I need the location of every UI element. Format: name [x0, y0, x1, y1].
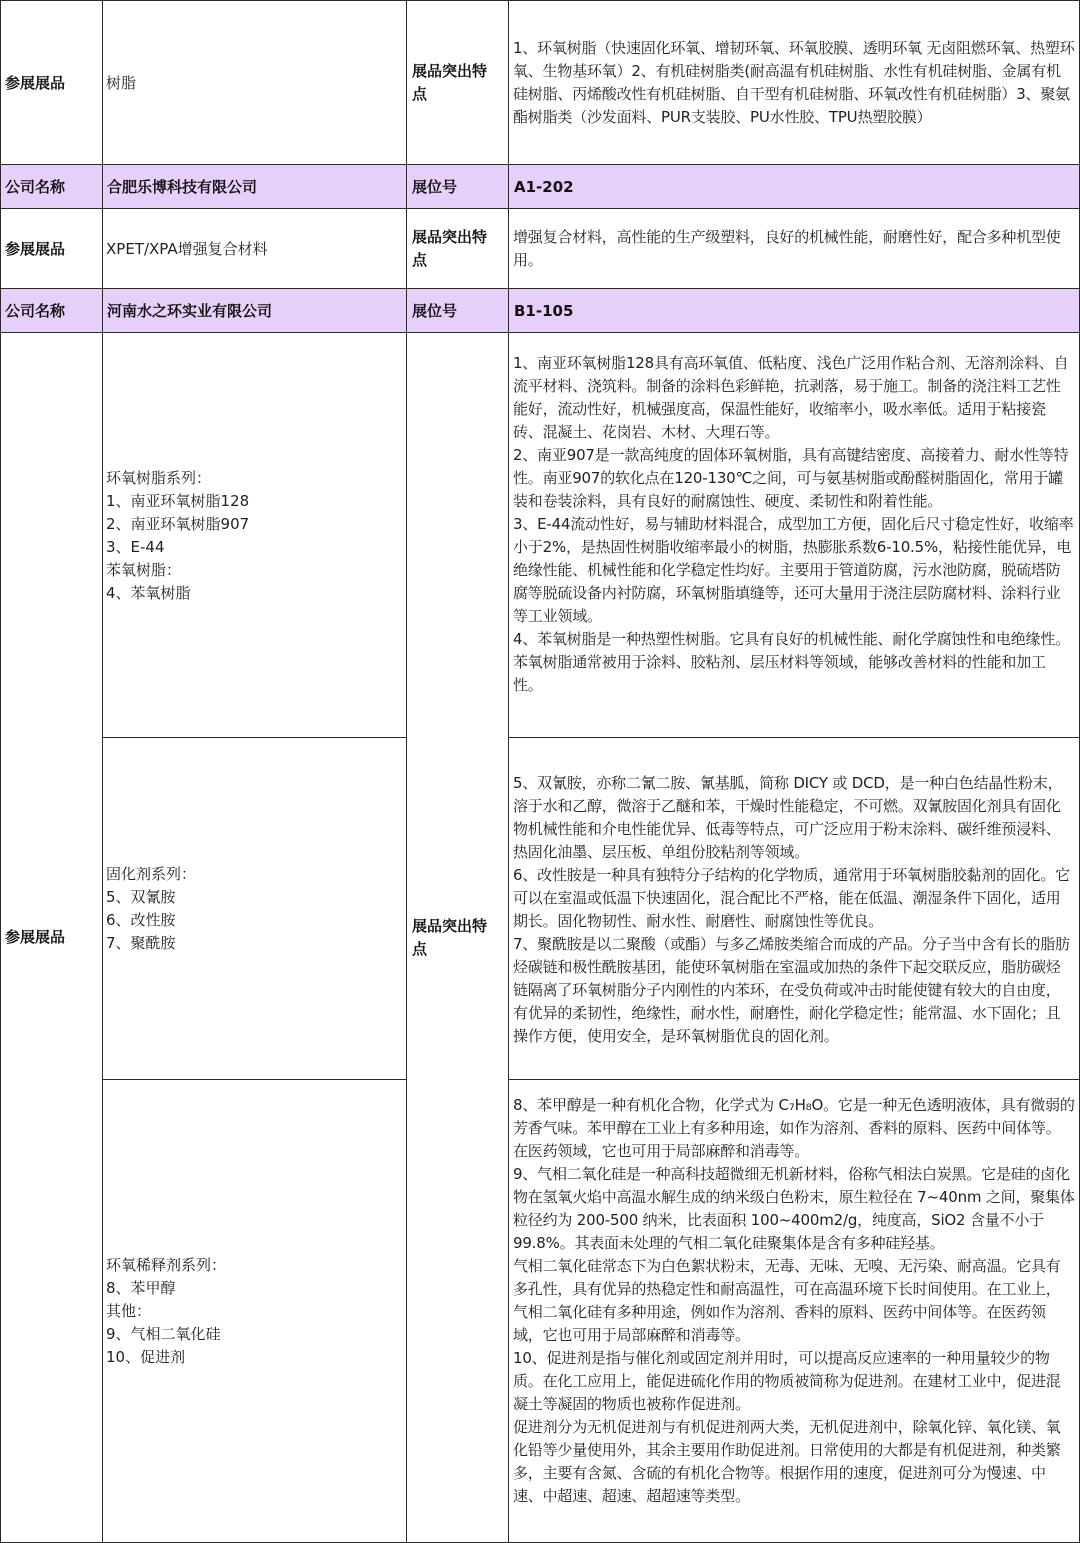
booth-number-text: A1-202 — [514, 177, 574, 196]
features-value-text: 5、双氰胺，亦称二氰二胺、氰基胍，简称 DICY 或 DCD，是一种白色结晶性粉末，溶于水和乙醇，微溶于乙醚和苯，干燥时性能稳定，不可燃。双氰胺固化剂具有固化物机械性能和介电性能优异、低毒等特点，可广泛应用于粉末涂料、碳纤维预浸料、热固化油墨、层压板、单组份胶粘剂等领域。 6、改性胺是一种具有独特分子结构的化学物质，通常用于环氧树脂胶黏剂的固化。它可以在室温或低温下快速固化，混合配比不严格，能在低温、潮湿条件下固化，适用期长。固化物韧性、耐水性、耐磨性、耐腐蚀性等优良。 7、聚酰胺是以二聚酸（或酯）与多乙烯胺类缩合而成的产品。分子当中含有长的脂肪烃碳链和极性酰胺基团，能使环氧树脂在室温或加热的条件下起交联反应，脂肪碳烃链隔离了环氧树脂分子内刚性的内苯环，在受负荷或冲击时能使键有较大的自由度，有优异的柔韧性，绝缘性，耐水性，耐磨性，耐化学稳定性；能常温、水下固化；且操作方便，使用安全，是环氧树脂优良的固化剂。 — [513, 774, 1070, 1045]
features-curing — [508, 737, 1080, 1081]
company-label-text: 公司名称 — [5, 177, 66, 196]
exhibit-label — [0, 0, 104, 166]
booth-number — [508, 164, 1080, 210]
features-label-text: 展品突出特 点 — [412, 62, 488, 103]
features-label — [406, 0, 510, 166]
exhibit-label-text: 参展展品 — [5, 73, 66, 92]
exhibit-label — [0, 332, 104, 1543]
features-label-text: 展品突出特 点 — [412, 916, 488, 958]
booth-label-text: 展位号 — [412, 301, 458, 320]
exhibit-label-text: 参展展品 — [5, 239, 66, 258]
product-group-diluent — [102, 1079, 408, 1543]
product-group-text: 环氧稀释剂系列： 8、苯甲醇 其他： 9、气相二氧化硅 10、促进剂 — [106, 1255, 227, 1366]
product-group-curing — [102, 737, 408, 1081]
company-name-text: 河南水之环实业有限公司 — [107, 301, 273, 320]
features-value — [508, 0, 1080, 166]
features-value — [508, 208, 1080, 290]
features-value-text: 1、南亚环氧树脂128具有高环氧值、低粘度、浅色广泛用作粘合剂、无溶剂涂料、自流平材料、浇筑料。制备的涂料色彩鲜艳，抗剥落，易于施工。制备的浇注料工艺性能好，流动性好，机械强度高，保温性能好，收缩率小，吸水率低。适用于粘接瓷砖、混凝土、花岗岩、木材、大理石等。 2、南亚907是一款高纯度的固体环氧树脂，具有高键结密度、高接着力、耐水性等特性。南亚907的软化点在120-130℃之间，可与氨基树脂或酚醛树脂固化，常用于罐装和卷装涂料，具有良好的耐腐蚀性、硬度、柔韧性和附着性能。 3、E-44流动性好，易与辅助材料混合，成型加工方便，固化后尺寸稳定性好，收缩率小于2%，是热固性树脂收缩率最小的树脂，热膨胀系数6-10.5%，粘接性能优异，电绝缘性能、机械性能和化学稳定性均好。主要用于管道防腐，污水池防腐，脱硫塔防腐等脱硫设备内衬防腐，环氧树脂填缝等，还可大量用于浇注层防腐材料、涂料行业等工业领域。 4、苯氧树脂是一种热塑性树脂。它具有良好的机械性能、耐化学腐蚀性和电绝缘性。苯氧树脂通常被用于涂料、胶粘剂、层压材料等领域，能够改善材料的性能和加工性。 — [513, 354, 1074, 694]
product-group-text: 固化剂系列： 5、双氰胺 6、改性胺 7、聚酰胺 — [106, 865, 197, 952]
features-diluent — [508, 1079, 1080, 1543]
company-name-text: 合肥乐博科技有限公司 — [107, 177, 258, 196]
company-label — [0, 164, 104, 210]
features-label — [406, 332, 510, 1543]
exhibit-value-text: XPET/XPA增强复合材料 — [106, 239, 268, 258]
features-value-text: 8、苯甲醇是一种有机化合物，化学式为 C₇H₈O。它是一种无色透明液体，具有微弱的芳香气味。苯甲醇在工业上有多种用途，如作为溶剂、香料的原料、医药中间体等。在医药领域，它也可用于局部麻醉和消毒等。 9、气相二氧化硅是一种高科技超微细无机新材料，俗称气相法白炭黑。它是硅的卤化物在氢氧火焰中高温水解生成的纳米级白色粉末，原生粒径在 7~40nm 之间，聚集体粒径约为 200-500 纳米，比表面积 100~400m2/g，纯度高，SiO2 含量不小于 99.8%。其表面未处理的气相二氧化硅聚集体是含有多种硅羟基。 气相二氧化硅常态下为白色絮状粉末，无毒、无味、无嗅、无污染、耐高温。它具有多孔性，具有优异的热稳定性和耐高温性，可在高温环境下长时间使用。在工业上，气相二氧化硅有多种用途，例如作为溶剂、香料的原料、医药中间体等。在医药领域，它也可用于局部麻醉和消毒等。 10、促进剂是指与催化剂或固定剂并用时，可以提高反应速率的一种用量较少的物质。在化工应用上，能促进硫化作用的物质被简称为促进剂。在建材工业中，促进混凝土等凝固的物质也被称作促进剂。 促进剂分为无机促进剂与有机促进剂两大类，无机促进剂中，除氧化锌、氧化镁、氧化铅等少量使用外，其余主要用作助促进剂。日常使用的大都是有机促进剂，种类繁多，主要有含氮、含硫的有机化合物等。根据作用的速度，促进剂可分为慢速、中速、中超速、超速、超超速等类型。 — [513, 1096, 1075, 1505]
features-label — [406, 208, 510, 290]
features-value-text: 1、环氧树脂（快速固化环氧、增韧环氧、环氧胶膜、透明环氧 无卤阻燃环氧、热塑环氧、生物基环氧）2、有机硅树脂类(耐高温有机硅树脂、水性有机硅树脂、金属有机硅树脂、丙烯酸改性有机硅树脂、自干型有机硅树脂、环氧改性有机硅树脂）3、聚氨酯树脂类（沙发面料、PUR支装胶、PU水性胶、TPU热塑胶膜） — [513, 39, 1075, 126]
exhibit-value — [102, 208, 408, 290]
booth-label — [406, 288, 510, 334]
booth-label — [406, 164, 510, 210]
exhibit-label — [0, 208, 104, 290]
exhibit-value — [102, 0, 408, 166]
features-value-text: 增强复合材料，高性能的生产级塑料，良好的机械性能，耐磨性好，配合多种机型使用。 — [513, 228, 1061, 269]
company-name — [102, 288, 408, 334]
company-label — [0, 288, 104, 334]
features-label-text: 展品突出特 点 — [412, 228, 488, 269]
booth-number — [508, 288, 1080, 334]
features-epoxy — [508, 332, 1080, 739]
exhibit-value-text: 树脂 — [106, 73, 137, 92]
company-label-text: 公司名称 — [5, 301, 66, 320]
exhibit-label-text: 参展展品 — [5, 928, 66, 946]
company-name — [102, 164, 408, 210]
booth-number-text: B1-105 — [514, 301, 574, 320]
product-group-epoxy — [102, 332, 408, 739]
booth-label-text: 展位号 — [412, 177, 458, 196]
product-group-text: 环氧树脂系列： 1、南亚环氧树脂128 2、南亚环氧树脂907 3、E-44 苯氧树脂： 4、苯氧树脂 — [106, 468, 250, 602]
